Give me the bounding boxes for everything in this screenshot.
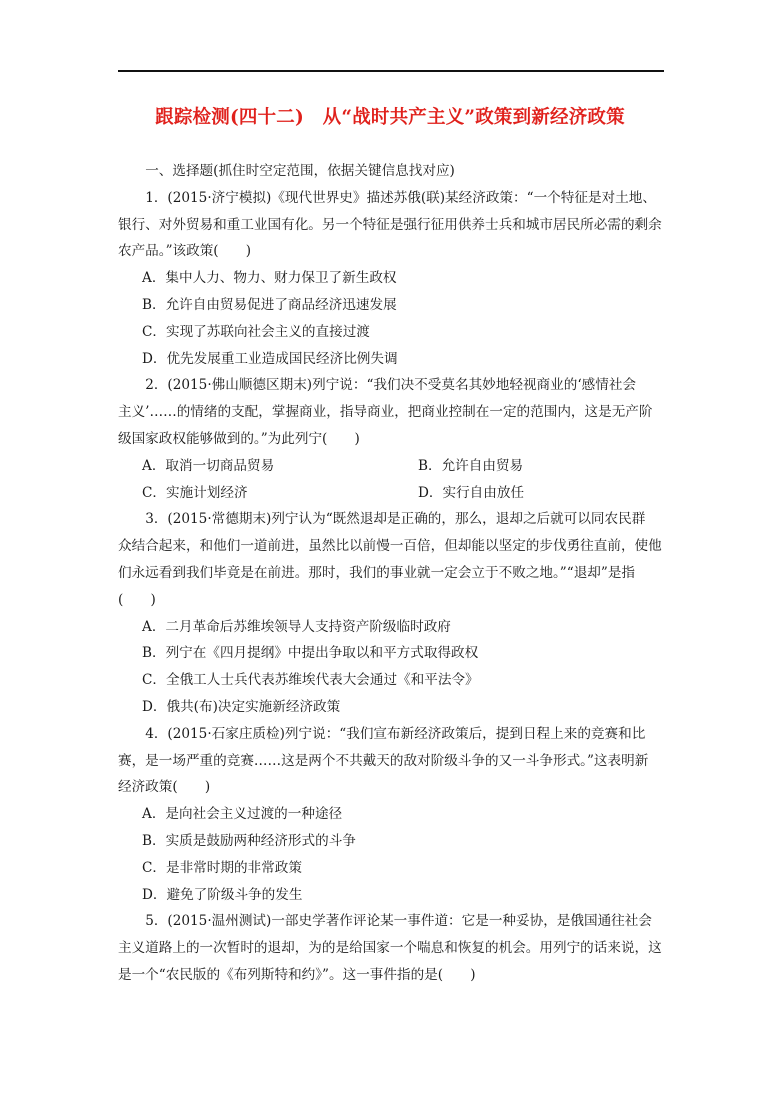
option-b: B．允许自由贸易促进了商品经济迅速发展	[142, 296, 397, 313]
exam-content	[118, 158, 666, 989]
question-stem: 3．(2015·常德期末)列宁认为“既然退却是正确的，那么，退却之后就可以同农民群	[145, 511, 646, 528]
question-stem-line: 级国家政权能够做到的。”为此列宁( )	[118, 430, 360, 447]
question-stem-line: 是一个“农民版的《布列斯特和约》”。这一事件指的是( )	[118, 966, 476, 983]
section-heading: 一、选择题(抓住时空定范围，依据关键信息找对应)	[145, 163, 455, 179]
option-c: C．实现了苏联向社会主义的直接过渡	[142, 323, 370, 340]
option-a: A．二月革命后苏维埃领导人支持资产阶级临时政府	[142, 618, 451, 635]
option-a: A．取消一切商品贸易	[142, 457, 275, 474]
option-c: C．是非常时期的非常政策	[142, 859, 302, 876]
question-stem-line: 农产品。”该政策( )	[118, 243, 252, 260]
question-stem-line: 众结合起来，和他们一道前进，虽然比以前慢一百倍，但却能以坚定的步伐勇往直前，使他	[118, 538, 662, 555]
header-rule	[118, 70, 664, 72]
question-stem: 4．(2015·石家庄质检)列宁说：“我们宣布新经济政策后，提到日程上来的竞赛和比	[145, 725, 646, 742]
question-4	[118, 721, 666, 909]
question-stem-line: 们永远看到我们毕竟是在前进。那时，我们的事业就一定会立于不败之地。”“退却”是指	[118, 564, 636, 581]
page-title: 跟踪检测(四十二) 从“战时共产主义”政策到新经济政策	[155, 107, 625, 128]
option-row	[118, 480, 666, 507]
question-stem-line: 主义’……的情绪的支配，掌握商业，指导商业，把商业控制在一定的范围内，这是无产阶	[118, 404, 653, 421]
option-a: A．是向社会主义过渡的一种途径	[142, 806, 343, 823]
question-stem-line: 主义道路上的一次暂时的退却，为的是给国家一个喘息和恢复的机会。用列宁的话来说，这	[118, 940, 662, 957]
question-5	[118, 908, 666, 988]
option-c: C．全俄工人士兵代表苏维埃代表大会通过《和平法令》	[142, 672, 479, 689]
question-stem: 2．(2015·佛山顺德区期末)列宁说：“我们决不受莫名其妙地轻视商业的‘感情社会	[145, 377, 637, 394]
question-stem-line: 赛，是一场严重的竞赛……这是两个不共戴天的敌对阶级斗争的又一斗争形式。”这表明新	[118, 752, 649, 769]
option-a: A．集中人力、物力、财力保卫了新生政权	[142, 270, 397, 287]
question-2	[118, 372, 666, 506]
question-1	[118, 185, 666, 373]
question-stem-line: 经济政策( )	[118, 779, 211, 796]
option-row	[118, 453, 666, 480]
option-d: D．实行自由放任	[418, 484, 525, 501]
question-stem: 5．(2015·温州测试)一部史学著作评论某一事件道：它是一种妥协，是俄国通往社会	[145, 913, 652, 930]
question-stem: 1．(2015·济宁模拟)《现代世界史》描述苏俄(联)某经济政策：“一个特征是对土地、	[145, 189, 656, 206]
option-c: C．实施计划经济	[142, 484, 248, 501]
question-stem-line: ( )	[118, 591, 156, 608]
option-b: B．实质是鼓励两种经济形式的斗争	[142, 832, 356, 849]
option-b: B．列宁在《四月提纲》中提出争取以和平方式取得政权	[142, 645, 479, 662]
option-b: B．允许自由贸易	[418, 457, 524, 474]
question-stem-line: 银行、对外贸易和重工业国有化。另一个特征是强行征用供养士兵和城市居民所必需的剩余	[118, 216, 662, 233]
option-d: D．避免了阶级斗争的发生	[142, 886, 303, 903]
question-3	[118, 506, 666, 720]
option-d: D．俄共(布)决定实施新经济政策	[142, 698, 341, 715]
option-d: D．优先发展重工业造成国民经济比例失调	[142, 350, 398, 367]
